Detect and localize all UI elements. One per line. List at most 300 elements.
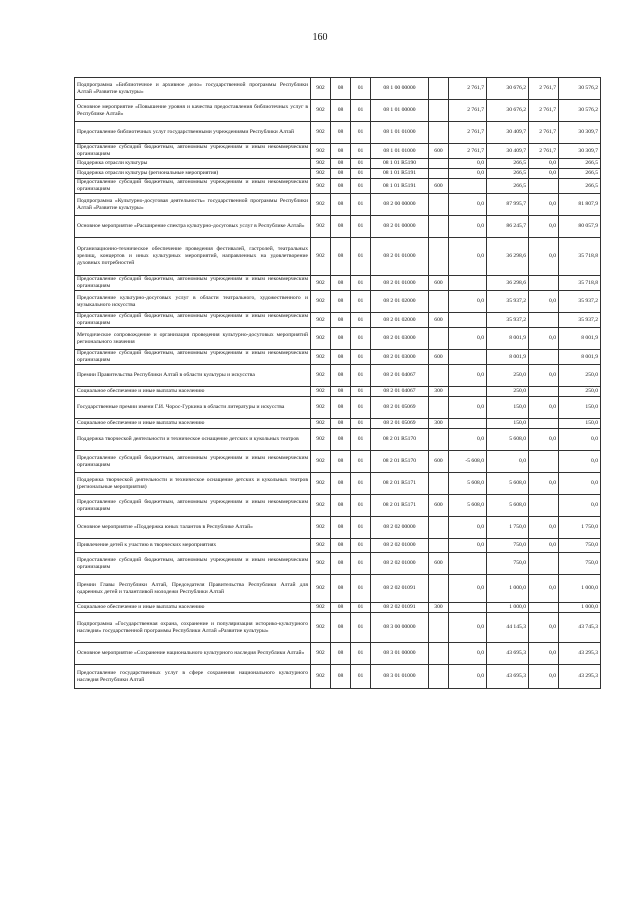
cell-target-article: 08 2 02 01000: [371, 539, 429, 553]
cell-expense-type: [429, 473, 449, 495]
cell-expense-type: [429, 159, 449, 169]
table-row: [75, 387, 601, 397]
cell-amount-change-1: 2 761,7: [449, 144, 487, 159]
cell-section: 08: [331, 495, 351, 517]
cell-org: 902: [311, 613, 331, 643]
cell-amount-change-1: 2 761,7: [449, 122, 487, 144]
table-row: [75, 328, 601, 350]
cell-org: 902: [311, 419, 331, 429]
cell-amount-1: 36 298,6: [487, 276, 529, 291]
cell-section: 08: [331, 603, 351, 613]
cell-amount-change-2: 0,0: [529, 575, 559, 603]
cell-expense-type: [429, 643, 449, 665]
cell-section: 08: [331, 613, 351, 643]
cell-amount-2: 1 750,0: [559, 517, 601, 539]
cell-amount-1: 750,0: [487, 553, 529, 575]
cell-name: Подпрограмма «Государственная охрана, сохранение и популяризация историко-культурного наследия» государственной программы Республики Алтай «Развитие культуры»: [75, 613, 311, 643]
cell-amount-2: 750,0: [559, 539, 601, 553]
cell-amount-1: 8 001,9: [487, 350, 529, 365]
cell-subsection: 01: [351, 451, 371, 473]
cell-target-article: 08 2 02 01000: [371, 553, 429, 575]
cell-amount-2: 250,0: [559, 387, 601, 397]
cell-section: 08: [331, 238, 351, 276]
cell-amount-change-2: [529, 179, 559, 194]
cell-amount-2: 35 718,8: [559, 276, 601, 291]
cell-target-article: 08 2 01 05069: [371, 397, 429, 419]
cell-section: 08: [331, 328, 351, 350]
table-row: [75, 575, 601, 603]
cell-name: Поддержка творческой деятельности и техническое оснащение детских и кукольных театров (региональные мероприятия): [75, 473, 311, 495]
cell-amount-change-2: 2 761,7: [529, 144, 559, 159]
table-row: [75, 451, 601, 473]
cell-subsection: 01: [351, 429, 371, 451]
cell-section: 08: [331, 387, 351, 397]
table-row: [75, 473, 601, 495]
cell-subsection: 01: [351, 78, 371, 100]
cell-amount-1: 150,0: [487, 397, 529, 419]
cell-expense-type: [429, 539, 449, 553]
cell-section: 08: [331, 144, 351, 159]
cell-amount-1: 86 245,7: [487, 216, 529, 238]
cell-amount-change-1: [449, 313, 487, 328]
cell-amount-change-2: [529, 603, 559, 613]
cell-amount-change-2: 0,0: [529, 365, 559, 387]
cell-amount-change-1: 5 608,0: [449, 473, 487, 495]
cell-amount-1: 87 995,7: [487, 194, 529, 216]
cell-expense-type: [429, 517, 449, 539]
cell-amount-2: 0,0: [559, 451, 601, 473]
cell-org: 902: [311, 238, 331, 276]
table-row: [75, 613, 601, 643]
cell-amount-change-1: 2 761,7: [449, 100, 487, 122]
cell-amount-1: 30 676,2: [487, 78, 529, 100]
cell-org: 902: [311, 169, 331, 179]
table-row: [75, 665, 601, 689]
cell-amount-1: 250,0: [487, 365, 529, 387]
cell-subsection: 01: [351, 194, 371, 216]
table-row: [75, 100, 601, 122]
cell-amount-2: 1 000,0: [559, 603, 601, 613]
cell-amount-change-2: 0,0: [529, 473, 559, 495]
cell-amount-change-1: 2 761,7: [449, 78, 487, 100]
cell-amount-1: 266,5: [487, 179, 529, 194]
cell-name: Предоставление субсидий бюджетным, автономным учреждениям и иным некоммерческим организациям: [75, 179, 311, 194]
cell-name: Основное мероприятие «Повышение уровня и качества предоставления библиотечных услуг в Республике Алтай»: [75, 100, 311, 122]
table-row: [75, 517, 601, 539]
cell-expense-type: [429, 328, 449, 350]
cell-subsection: 01: [351, 144, 371, 159]
cell-amount-change-1: -5 608,0: [449, 451, 487, 473]
cell-amount-1: 266,5: [487, 169, 529, 179]
cell-name: Привлечение детей к участию в творческих мероприятиях: [75, 539, 311, 553]
cell-amount-2: 35 718,8: [559, 238, 601, 276]
cell-subsection: 01: [351, 179, 371, 194]
table-row: [75, 643, 601, 665]
cell-section: 08: [331, 216, 351, 238]
cell-org: 902: [311, 291, 331, 313]
cell-target-article: 08 2 00 00000: [371, 194, 429, 216]
cell-expense-type: [429, 397, 449, 419]
cell-target-article: 08 2 01 02000: [371, 291, 429, 313]
cell-subsection: 01: [351, 613, 371, 643]
cell-subsection: 01: [351, 313, 371, 328]
cell-target-article: 08 1 01 R5191: [371, 169, 429, 179]
cell-section: 08: [331, 365, 351, 387]
table-row: [75, 350, 601, 365]
cell-amount-1: 1 000,0: [487, 575, 529, 603]
cell-name: Поддержка отрасли культуры: [75, 159, 311, 169]
cell-amount-change-1: 0,0: [449, 665, 487, 689]
cell-name: Предоставление субсидий бюджетным, автономным учреждениям и иным некоммерческим организациям: [75, 451, 311, 473]
cell-org: 902: [311, 216, 331, 238]
cell-section: 08: [331, 473, 351, 495]
cell-amount-1: 266,5: [487, 159, 529, 169]
cell-target-article: 08 2 01 01000: [371, 238, 429, 276]
cell-amount-1: 43 695,3: [487, 665, 529, 689]
cell-subsection: 01: [351, 575, 371, 603]
cell-target-article: 08 2 02 01091: [371, 603, 429, 613]
cell-expense-type: [429, 365, 449, 387]
cell-amount-2: 0,0: [559, 473, 601, 495]
cell-name: Предоставление субсидий бюджетным, автономным учреждениям и иным некоммерческим организациям: [75, 144, 311, 159]
cell-amount-change-1: 0,0: [449, 328, 487, 350]
cell-org: 902: [311, 313, 331, 328]
cell-amount-2: 0,0: [559, 429, 601, 451]
cell-amount-change-2: 2 761,7: [529, 122, 559, 144]
cell-target-article: 08 1 01 01000: [371, 122, 429, 144]
cell-section: 08: [331, 643, 351, 665]
cell-name: Социальное обеспечение и иные выплаты населению: [75, 387, 311, 397]
cell-amount-change-2: [529, 451, 559, 473]
cell-amount-2: 30 576,2: [559, 78, 601, 100]
cell-amount-change-2: [529, 553, 559, 575]
cell-org: 902: [311, 429, 331, 451]
cell-section: 08: [331, 419, 351, 429]
cell-expense-type: 600: [429, 451, 449, 473]
cell-expense-type: 300: [429, 603, 449, 613]
cell-expense-type: [429, 169, 449, 179]
cell-amount-1: 8 001,9: [487, 328, 529, 350]
cell-name: Премии Главы Республики Алтай, Председателя Правительства Республики Алтай для одаренных детей и талантливой молодежи Республики Алтай: [75, 575, 311, 603]
cell-name: Поддержка творческой деятельности и техническое оснащение детских и кукольных театров: [75, 429, 311, 451]
cell-expense-type: [429, 575, 449, 603]
cell-amount-change-2: 0,0: [529, 643, 559, 665]
cell-section: 08: [331, 194, 351, 216]
cell-amount-change-2: 0,0: [529, 539, 559, 553]
cell-subsection: 01: [351, 159, 371, 169]
cell-amount-1: 30 676,2: [487, 100, 529, 122]
cell-amount-2: 43 295,3: [559, 643, 601, 665]
cell-target-article: 08 2 01 03000: [371, 350, 429, 365]
cell-amount-2: 30 309,7: [559, 122, 601, 144]
table-row: [75, 603, 601, 613]
cell-amount-change-2: 0,0: [529, 397, 559, 419]
cell-section: 08: [331, 276, 351, 291]
cell-target-article: 08 2 01 02000: [371, 313, 429, 328]
cell-name: Предоставление субсидий бюджетным, автономным учреждениям и иным некоммерческим организациям: [75, 313, 311, 328]
cell-name: Предоставление субсидий бюджетным, автономным учреждениям и иным некоммерческим организациям: [75, 350, 311, 365]
cell-expense-type: 600: [429, 313, 449, 328]
cell-amount-change-1: [449, 350, 487, 365]
cell-amount-change-1: 0,0: [449, 159, 487, 169]
cell-amount-change-2: 0,0: [529, 169, 559, 179]
cell-section: 08: [331, 429, 351, 451]
cell-amount-change-1: 0,0: [449, 169, 487, 179]
cell-amount-change-1: [449, 179, 487, 194]
cell-target-article: 08 2 01 04067: [371, 387, 429, 397]
cell-target-article: 08 3 00 00000: [371, 613, 429, 643]
cell-expense-type: [429, 238, 449, 276]
cell-org: 902: [311, 575, 331, 603]
cell-section: 08: [331, 122, 351, 144]
cell-amount-1: 30 409,7: [487, 122, 529, 144]
cell-org: 902: [311, 517, 331, 539]
cell-target-article: 08 3 01 01000: [371, 665, 429, 689]
cell-amount-2: 30 309,7: [559, 144, 601, 159]
table-row: [75, 539, 601, 553]
cell-amount-2: 43 295,3: [559, 665, 601, 689]
cell-section: 08: [331, 553, 351, 575]
cell-section: 08: [331, 78, 351, 100]
cell-target-article: 08 2 01 R5171: [371, 473, 429, 495]
table-row: [75, 313, 601, 328]
cell-amount-2: 30 576,2: [559, 100, 601, 122]
cell-amount-2: 1 000,0: [559, 575, 601, 603]
table-row: [75, 495, 601, 517]
cell-subsection: 01: [351, 419, 371, 429]
cell-amount-1: 36 298,6: [487, 238, 529, 276]
cell-amount-change-2: [529, 495, 559, 517]
cell-target-article: 08 2 02 00000: [371, 517, 429, 539]
cell-amount-change-1: 0,0: [449, 643, 487, 665]
cell-amount-1: 0,0: [487, 451, 529, 473]
cell-section: 08: [331, 313, 351, 328]
cell-subsection: 01: [351, 238, 371, 276]
cell-name: Предоставление государственных услуг в сфере сохранения национального культурного наследия Республики Алтай: [75, 665, 311, 689]
table-row: [75, 194, 601, 216]
cell-amount-change-2: 0,0: [529, 194, 559, 216]
cell-amount-change-2: 0,0: [529, 238, 559, 276]
table-row: [75, 429, 601, 451]
cell-amount-change-2: [529, 313, 559, 328]
cell-subsection: 01: [351, 122, 371, 144]
cell-org: 902: [311, 553, 331, 575]
cell-section: 08: [331, 517, 351, 539]
cell-org: 902: [311, 665, 331, 689]
cell-section: 08: [331, 575, 351, 603]
cell-amount-2: 266,5: [559, 179, 601, 194]
cell-org: 902: [311, 603, 331, 613]
table-row: [75, 276, 601, 291]
cell-amount-1: 5 608,0: [487, 495, 529, 517]
cell-amount-1: 250,0: [487, 387, 529, 397]
table-row: [75, 419, 601, 429]
cell-name: Подпрограмма «Культурно-досуговая деятельность» государственной программы Республики Алтай «Развитие культуры»: [75, 194, 311, 216]
cell-expense-type: [429, 78, 449, 100]
cell-amount-1: 1 000,0: [487, 603, 529, 613]
cell-expense-type: 300: [429, 387, 449, 397]
cell-target-article: 08 2 01 01000: [371, 276, 429, 291]
cell-org: 902: [311, 495, 331, 517]
cell-amount-2: 150,0: [559, 397, 601, 419]
cell-amount-change-2: 0,0: [529, 517, 559, 539]
table-row: [75, 122, 601, 144]
table-row: [75, 78, 601, 100]
cell-amount-change-1: [449, 603, 487, 613]
cell-org: 902: [311, 539, 331, 553]
cell-amount-change-1: 0,0: [449, 291, 487, 313]
cell-amount-1: 750,0: [487, 539, 529, 553]
cell-amount-change-2: [529, 387, 559, 397]
cell-target-article: 08 1 01 R5190: [371, 159, 429, 169]
cell-org: 902: [311, 144, 331, 159]
cell-amount-change-1: 0,0: [449, 397, 487, 419]
cell-subsection: 01: [351, 665, 371, 689]
cell-amount-change-1: [449, 387, 487, 397]
cell-target-article: 08 2 01 05069: [371, 419, 429, 429]
cell-amount-1: 150,0: [487, 419, 529, 429]
cell-subsection: 01: [351, 553, 371, 575]
cell-amount-2: 266,5: [559, 169, 601, 179]
cell-subsection: 01: [351, 216, 371, 238]
cell-target-article: 08 2 01 R5170: [371, 429, 429, 451]
table-row: [75, 144, 601, 159]
cell-expense-type: [429, 613, 449, 643]
cell-section: 08: [331, 291, 351, 313]
cell-subsection: 01: [351, 328, 371, 350]
cell-amount-1: 43 695,3: [487, 643, 529, 665]
cell-org: 902: [311, 122, 331, 144]
table-row: [75, 397, 601, 419]
cell-section: 08: [331, 539, 351, 553]
cell-amount-change-1: 0,0: [449, 429, 487, 451]
cell-expense-type: [429, 216, 449, 238]
cell-subsection: 01: [351, 365, 371, 387]
cell-target-article: 08 2 01 03000: [371, 328, 429, 350]
cell-expense-type: 600: [429, 350, 449, 365]
table-row: [75, 216, 601, 238]
cell-name: Основное мероприятие «Сохранение национального культурного наследия Республики Алтай»: [75, 643, 311, 665]
cell-target-article: 08 2 01 R5171: [371, 495, 429, 517]
cell-org: 902: [311, 365, 331, 387]
cell-amount-1: 5 608,0: [487, 473, 529, 495]
cell-amount-change-1: 0,0: [449, 613, 487, 643]
cell-org: 902: [311, 387, 331, 397]
table-row: [75, 238, 601, 276]
cell-amount-change-2: 2 761,7: [529, 100, 559, 122]
budget-table: [74, 77, 601, 689]
cell-org: 902: [311, 100, 331, 122]
cell-subsection: 01: [351, 169, 371, 179]
cell-subsection: 01: [351, 291, 371, 313]
cell-section: 08: [331, 665, 351, 689]
cell-amount-change-1: 5 608,0: [449, 495, 487, 517]
cell-org: 902: [311, 194, 331, 216]
cell-amount-2: 250,0: [559, 365, 601, 387]
cell-name: Методическое сопровождение и организация проведения культурно-досуговых мероприятий регионального значения: [75, 328, 311, 350]
cell-expense-type: [429, 100, 449, 122]
cell-org: 902: [311, 159, 331, 169]
cell-subsection: 01: [351, 100, 371, 122]
cell-target-article: 08 1 00 00000: [371, 78, 429, 100]
cell-name: Подпрограмма «Библиотечное и архивное дело» государственной программы Республики Алтай «Развитие культуры»: [75, 78, 311, 100]
cell-expense-type: 600: [429, 553, 449, 575]
cell-target-article: 08 1 01 R5191: [371, 179, 429, 194]
cell-amount-change-1: 0,0: [449, 238, 487, 276]
cell-amount-change-1: 0,0: [449, 194, 487, 216]
cell-name: Предоставление культурно-досуговых услуг в области театрального, художественного и музыкального искусства: [75, 291, 311, 313]
cell-amount-change-2: 2 761,7: [529, 78, 559, 100]
cell-amount-2: 150,0: [559, 419, 601, 429]
cell-amount-change-2: 0,0: [529, 613, 559, 643]
cell-amount-change-2: 0,0: [529, 328, 559, 350]
cell-amount-1: 35 937,2: [487, 291, 529, 313]
cell-section: 08: [331, 179, 351, 194]
cell-name: Организационно-техническое обеспечение проведения фестивалей, гастролей, театральных зрелищ, концертов и иных культурных мероприятий, направленных на удовлетворение духовных потребностей: [75, 238, 311, 276]
cell-amount-change-1: [449, 419, 487, 429]
cell-amount-2: 43 745,3: [559, 613, 601, 643]
cell-amount-change-2: 0,0: [529, 159, 559, 169]
cell-expense-type: [429, 429, 449, 451]
cell-subsection: 01: [351, 387, 371, 397]
cell-amount-change-1: 0,0: [449, 575, 487, 603]
cell-amount-2: 80 057,9: [559, 216, 601, 238]
cell-amount-1: 5 608,0: [487, 429, 529, 451]
table-row: [75, 291, 601, 313]
cell-section: 08: [331, 397, 351, 419]
cell-amount-change-2: [529, 276, 559, 291]
cell-amount-2: 35 937,2: [559, 313, 601, 328]
cell-amount-2: 8 001,9: [559, 350, 601, 365]
cell-subsection: 01: [351, 643, 371, 665]
cell-amount-change-2: [529, 419, 559, 429]
cell-org: 902: [311, 328, 331, 350]
cell-amount-change-2: 0,0: [529, 429, 559, 451]
cell-expense-type: 300: [429, 419, 449, 429]
cell-org: 902: [311, 350, 331, 365]
cell-target-article: 08 2 01 00000: [371, 216, 429, 238]
page-number: 160: [312, 32, 328, 43]
cell-name: Предоставление субсидий бюджетным, автономным учреждениям и иным некоммерческим организациям: [75, 553, 311, 575]
cell-section: 08: [331, 451, 351, 473]
cell-amount-2: 35 937,2: [559, 291, 601, 313]
table-row: [75, 159, 601, 169]
cell-subsection: 01: [351, 276, 371, 291]
cell-expense-type: [429, 122, 449, 144]
cell-org: 902: [311, 643, 331, 665]
table-row: [75, 365, 601, 387]
cell-amount-2: 81 807,9: [559, 194, 601, 216]
cell-subsection: 01: [351, 350, 371, 365]
cell-expense-type: [429, 291, 449, 313]
cell-section: 08: [331, 169, 351, 179]
cell-org: 902: [311, 473, 331, 495]
cell-org: 902: [311, 451, 331, 473]
cell-amount-1: 44 145,3: [487, 613, 529, 643]
cell-target-article: 08 1 01 00000: [371, 100, 429, 122]
cell-name: Основное мероприятие «Расширение спектра культурно-досуговых услуг в Республике Алтай»: [75, 216, 311, 238]
cell-amount-2: 8 001,9: [559, 328, 601, 350]
cell-section: 08: [331, 159, 351, 169]
cell-amount-2: 750,0: [559, 553, 601, 575]
cell-subsection: 01: [351, 473, 371, 495]
cell-target-article: 08 2 01 04067: [371, 365, 429, 387]
cell-amount-change-1: 0,0: [449, 216, 487, 238]
cell-amount-change-1: 0,0: [449, 365, 487, 387]
cell-target-article: 08 1 01 01000: [371, 144, 429, 159]
cell-expense-type: [429, 194, 449, 216]
cell-target-article: 08 2 01 R5170: [371, 451, 429, 473]
